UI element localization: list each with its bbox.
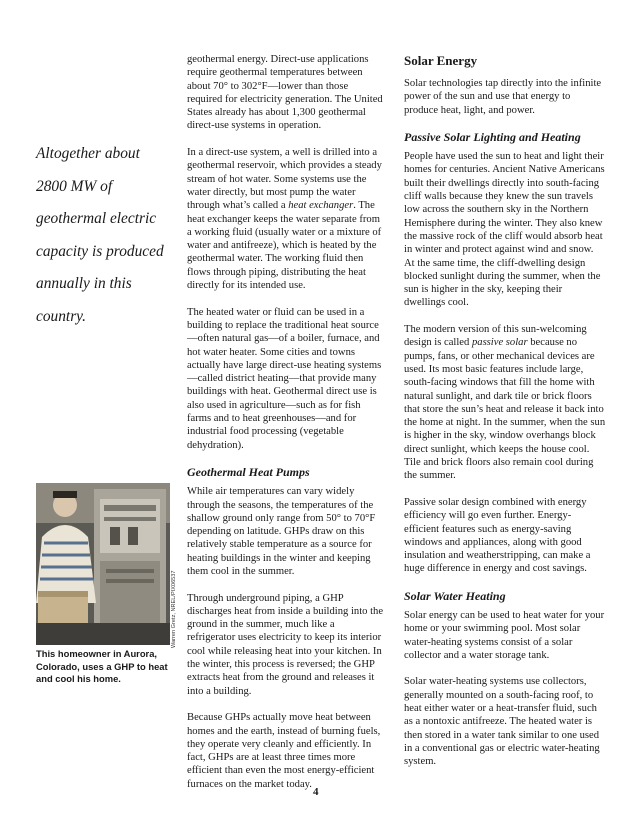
paragraph: geothermal energy. Direct-use applications require geothermal temperatures between about 70° to 302°F—lower than those required for electricity generation. The United States already has about 1,300 geothermal direct-use systems in operation. [187,54,383,132]
paragraph-text: In a direct-use system, a well is drilled into a geothermal reservoir, which provides a steady stream of hot water. Some systems use the water directly, but most pump the water through what’s called a [187,147,382,212]
paragraph: The heated water or fluid can be used in a building to replace the traditional heat source—often natural gas—of a boiler, furnace, and hot water heater. Some cities and towns actually have large direct-use heating systems—called district heating—that provide many buildings with heat. Geothermal direct use is also used in agriculture—such as for fish farms and to heat greenhouses—and for industrial food processing (vegetable dehydration). [187,306,382,451]
paragraph: While air temperatures can vary widely through the seasons, the temperatures of the shallow ground only range from 50° to 70°F depending on latitude. GHPs draw on this relatively stable temperature as a source for heating buildings in the winter and keeping them cool in the summer. [187,486,376,577]
pull-quote: Altogether about 2800 MW of geothermal electric capacity is produced annually in this country. [36,145,164,325]
homeowner-photo-illustration [36,483,170,645]
photo-credit-text: Warren Gretz, NREL/PIX06537 [171,570,177,648]
term-heat-exchanger: heat exchanger [288,200,354,212]
paragraph: Passive solar design combined with energy efficiency will go even further. Energy-efficient features such as energy-saving windows and appliances, along with good insulation and weatherstripping, can make a huge difference in energy and cost savings. [404,496,591,575]
paragraph: Solar technologies tap directly into the infinite power of the sun and use that energy to produce heat, light, and power. [404,78,602,116]
column-right [404,53,606,782]
page-number: 4 [313,786,319,798]
paragraph-text: The modern version of this sun-welcoming design is called [404,324,587,349]
paragraph-text: . The heat exchanger keeps the water separate from a working fluid (usually water or a mixture of water and antifreeze), which is heated by the geothermal water. The working fluid then flows through piping, distributing the heat directly for its intended use. [187,200,382,292]
photo-credit [171,560,181,650]
paragraph: Through underground piping, a GHP discharges heat from inside a building into the ground in the summer, much like a refrigerator uses electricity to keep its interior cool while releasing heat into your kitchen. In the winter, this process is reversed; the GHP extracts heat from the ground and releases it into a building. [187,592,384,697]
paragraph-text: because no pumps, fans, or other mechanical devices are used. Its most basic features include large, south-facing windows that fill the home with natural sunlight, and dark tile or brick floors that store the sun’s heat and release it back into the home at night. In the summer, when the sun is higher in the sky, window overhangs block direct sunlight, which keeps the house cool. Tile and brick floors also remain cool during the summer. [404,337,606,482]
paragraph: Solar water-heating systems use collectors, generally mounted on a south-facing roof, to heat either water or a heat-transfer fluid, such as a nontoxic antifreeze. The heated water is then stored in a water tank similar to one used in a conventional gas or electric water-heating system. [404,676,600,768]
paragraph: Because GHPs actually move heat between homes and the earth, instead of burning fuels, they operate very cleanly and efficiently. In fact, GHPs are at least three times more efficient than even the most energy-efficient furnaces on the market today. [187,712,381,790]
paragraph [187,146,385,292]
heading-solar-energy: Solar Energy [404,53,478,68]
heading-passive-solar: Passive Solar Lighting and Heating [404,130,581,145]
paragraph: People have used the sun to heat and light their homes for centuries. Ancient Native Americans built their dwellings directly into south-facing cliff walls because they knew the sun travels low across the southern sky in the Northern Hemisphere during the winter. They also knew the massive rock of the cliff would absorb heat in winter and protect against wind and snow. At the same time, the cliff-dwelling design blocked sunlight during the summer, when the sun is higher in the sky, keeping their dwellings cool. [404,151,605,309]
heading-solar-water-heating: Solar Water Heating [404,588,506,603]
paragraph: Solar energy can be used to heat water for your home or your swimming pool. Most solar water-heating systems consist of a solar collector and a water storage tank. [404,609,605,661]
heading-geothermal-heat-pumps: Geothermal Heat Pumps [187,465,310,480]
term-passive-solar: passive solar [471,337,528,349]
column-left [187,53,385,804]
homeowner-photo [36,483,170,645]
photo-caption: This homeowner in Aurora, Colorado, uses a GHP to heat and cool his home. [36,648,168,684]
paragraph [404,323,606,483]
